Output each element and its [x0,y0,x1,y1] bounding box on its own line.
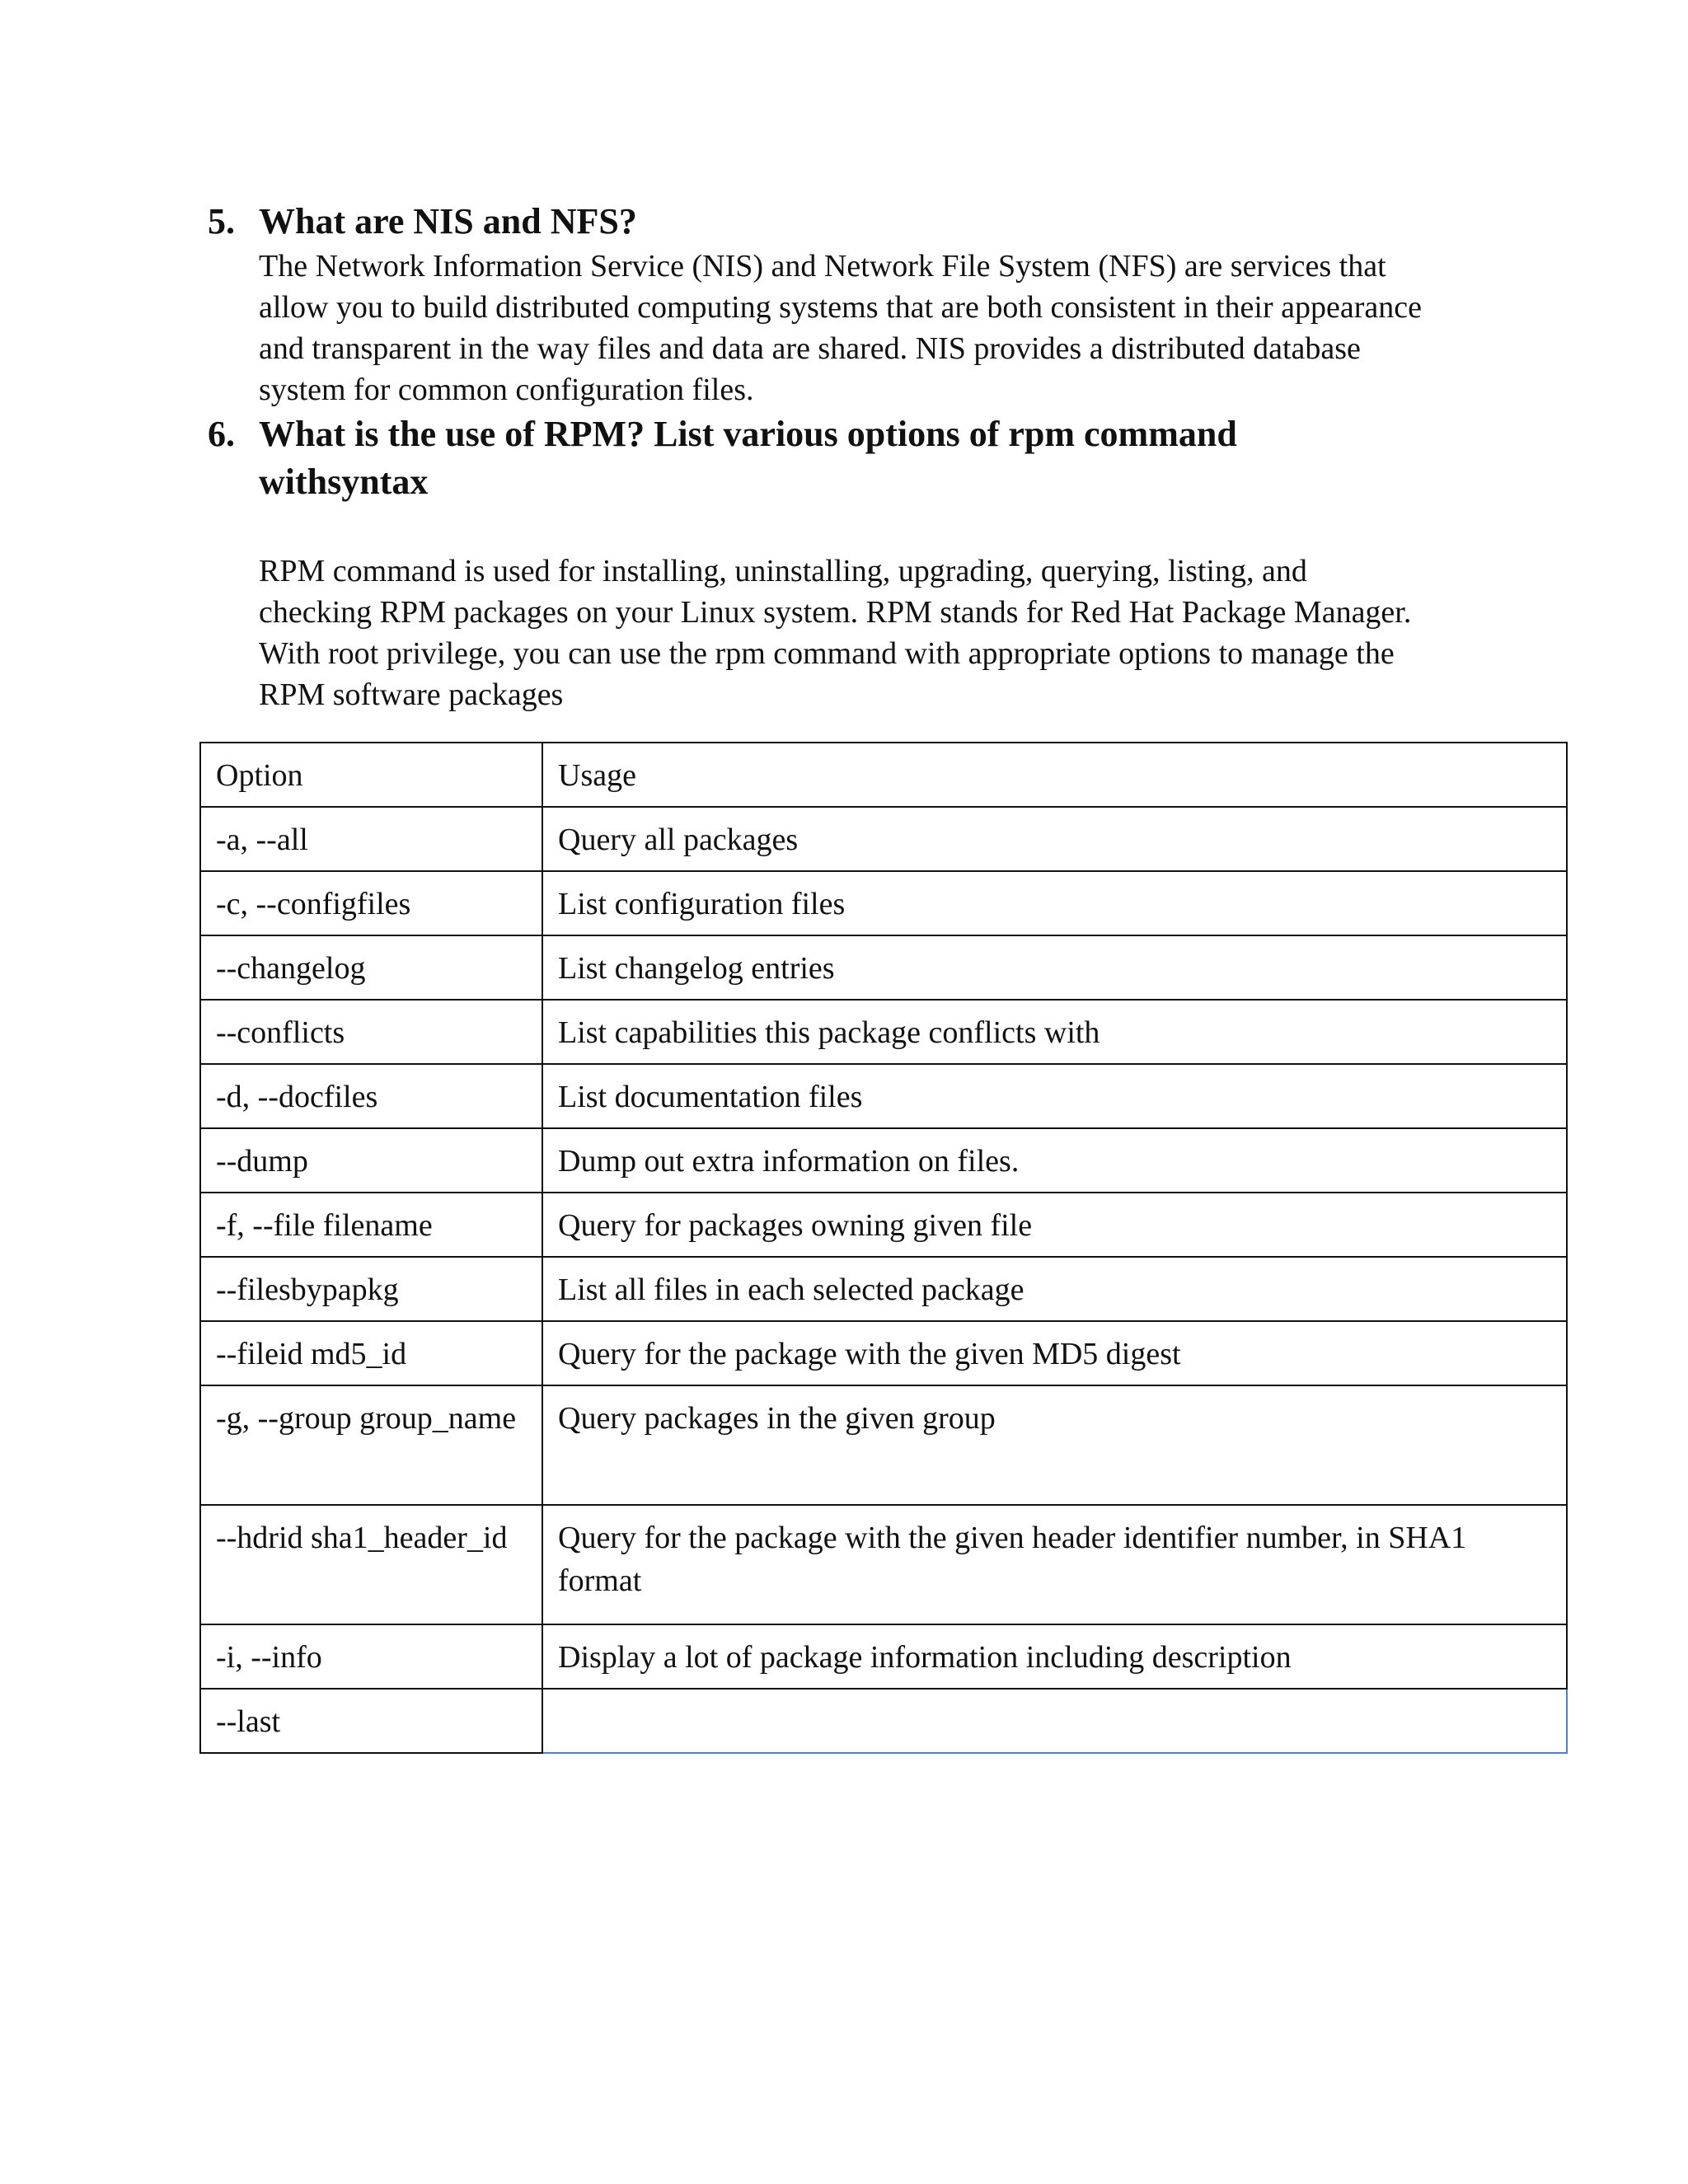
answer-line: checking RPM packages on your Linux system. RPM stands for Red Hat Package Manager. [259,595,1412,630]
question-5-number: 5. [208,201,235,241]
usage-cell[interactable]: Query all packages [542,807,1567,871]
table-row [200,1128,1567,1193]
option-cell[interactable]: --last [200,1689,542,1753]
header-option[interactable]: Option [200,743,542,807]
option-cell[interactable]: --conflicts [200,1000,542,1064]
question-5-title: What are NIS and NFS? [259,201,637,241]
table-row [200,935,1567,1000]
table-row [200,1321,1567,1385]
usage-cell[interactable]: Display a lot of package information including description [542,1624,1567,1689]
question-6-title-line: withsyntax [259,462,429,502]
question-6-title-line: What is the use of RPM? List various options of rpm command [259,414,1237,454]
table-row [200,1257,1567,1321]
rpm-options-table [199,742,1568,1754]
option-cell[interactable]: -c, --configfiles [200,871,542,935]
answer-line: RPM command is used for installing, uninstalling, upgrading, querying, listing, and [259,554,1307,588]
answer-line: system for common configuration files. [259,373,754,407]
option-cell[interactable]: --hdrid sha1_header_id [200,1505,542,1624]
table-row [200,1000,1567,1064]
usage-cell[interactable]: Query for packages owning given file [542,1193,1567,1257]
option-cell[interactable]: --fileid md5_id [200,1321,542,1385]
answer-line: RPM software packages [259,677,564,712]
question-6-number: 6. [208,414,235,454]
answer-line: and transparent in the way files and data are shared. NIS provides a distributed database [259,331,1361,366]
answer-line: With root privilege, you can use the rpm command with appropriate options to manage the [259,636,1395,671]
usage-cell[interactable]: Dump out extra information on files. [542,1128,1567,1193]
option-cell[interactable]: -g, --group group_name [200,1385,542,1505]
option-cell[interactable]: --changelog [200,935,542,1000]
option-cell[interactable]: --filesbypapkg [200,1257,542,1321]
question-6-heading [208,410,1526,506]
table-row [200,1193,1567,1257]
usage-cell[interactable]: Query for the package with the given header identifier number, in SHA1 format [542,1505,1567,1624]
usage-cell[interactable]: List documentation files [542,1064,1567,1128]
question-5-heading [208,198,1526,246]
question-6 [208,410,1526,715]
usage-cell[interactable]: Query packages in the given group [542,1385,1567,1505]
answer-line: The Network Information Service (NIS) and Network File System (NFS) are services that [259,249,1386,284]
question-5 [208,198,1526,410]
usage-cell[interactable]: List changelog entries [542,935,1567,1000]
usage-cell[interactable]: List configuration files [542,871,1567,935]
option-cell[interactable]: -d, --docfiles [200,1064,542,1128]
option-cell[interactable]: -i, --info [200,1624,542,1689]
usage-cell-selected[interactable] [542,1689,1567,1753]
table-row [200,1505,1567,1624]
table-row [200,1624,1567,1689]
table-row [200,1689,1567,1753]
usage-cell[interactable]: List all files in each selected package [542,1257,1567,1321]
table-row [200,871,1567,935]
option-cell[interactable]: -a, --all [200,807,542,871]
table-row [200,1385,1567,1505]
usage-cell[interactable]: List capabilities this package conflicts with [542,1000,1567,1064]
answer-line: allow you to build distributed computing systems that are both consistent in their appearance [259,290,1422,325]
question-5-answer [208,246,1526,410]
option-cell[interactable]: --dump [200,1128,542,1193]
table-row [200,807,1567,871]
usage-cell[interactable]: Query for the package with the given MD5 digest [542,1321,1567,1385]
header-usage[interactable]: Usage [542,743,1567,807]
option-cell[interactable]: -f, --file filename [200,1193,542,1257]
table-row [200,1064,1567,1128]
table-header-row [200,743,1567,807]
question-6-answer [208,551,1526,715]
